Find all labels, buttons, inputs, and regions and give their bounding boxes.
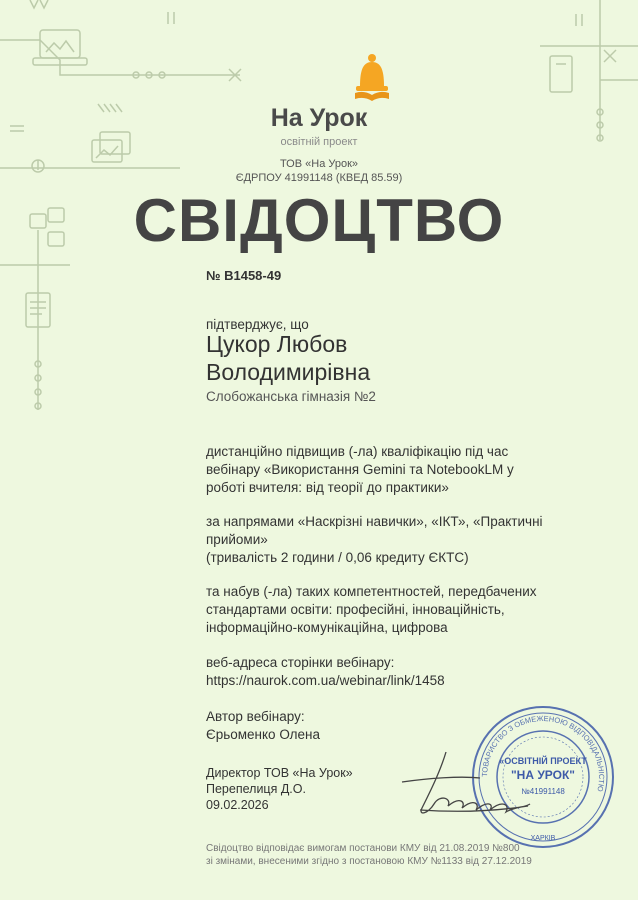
recipient-school: Слобожанська гімназія №2 [206, 389, 376, 404]
text-line: (тривалість 2 години / 0,06 кредиту ЄКТС) [206, 550, 469, 565]
confirms-label: підтверджує, що [206, 317, 309, 332]
text-line: роботі вчителя: від теорії до практики» [206, 480, 449, 495]
text-line: за напрямами «Наскрізні навички», «ІКТ», «Практичні [206, 514, 543, 529]
laptop-icon [40, 30, 80, 58]
footer-line: зі змінами, внесеними згідно з постановою КМУ №1133 від 27.12.2019 [206, 856, 532, 867]
paragraph-competencies [206, 583, 537, 637]
webinar-url: https://naurok.com.ua/webinar/link/1458 [206, 673, 445, 688]
signature-icon [400, 742, 540, 822]
text-line: та набув (-ла) таких компетентностей, передбачених [206, 584, 537, 599]
recipient-name-line1: Цукор Любов [206, 331, 348, 357]
text-line: Автор вебінару: [206, 709, 305, 724]
text-line: дистанційно підвищив (-ла) кваліфікацію під час [206, 444, 509, 459]
bell-logo-icon [352, 52, 392, 104]
stamp-ring-text: ТОВАРИСТВО З ОБМЕЖЕНОЮ ВІДПОВІДАЛЬНІСТЮ [479, 713, 607, 793]
text-line: вебінару «Використання Gemini та NotebookLM у [206, 462, 514, 477]
brand-subtitle: освітній проект [280, 136, 358, 148]
recipient-name [206, 330, 370, 386]
author-name: Єрьоменко Олена [206, 727, 321, 742]
footer-line: Свідоцтво відповідає вимогам постанови КМУ від 21.08.2019 №800 [206, 843, 520, 854]
issue-date: 09.02.2026 [206, 798, 269, 812]
paragraph-directions [206, 513, 543, 567]
paragraph-author [206, 708, 320, 744]
text-line: веб-адреса сторінки вебінару: [206, 655, 395, 670]
paragraph-webinar-link [206, 654, 445, 690]
ai-file-icon [550, 56, 572, 92]
text-line: Директор ТОВ «На Урок» [206, 766, 353, 780]
stamp-center-line1: «ОСВІТНІЙ ПРОЕКТ [499, 756, 587, 766]
director-name: Перепелиця Д.О. [206, 782, 306, 796]
certificate-number: № B1458-49 [206, 268, 282, 283]
organization-code: ЄДРПОУ 41991148 (КВЕД 85.59) [235, 172, 403, 184]
stamp-code: №41991148 [521, 787, 565, 796]
stamp-center-line2: "НА УРОК" [510, 768, 576, 782]
paragraph-director [206, 765, 353, 813]
certificate-title: СВІДОЦТВО [133, 187, 505, 254]
legal-footer [206, 842, 606, 868]
recipient-name-line2: Володимирівна [206, 359, 371, 385]
brand-name: На Урок [270, 104, 368, 132]
paragraph-qualification [206, 443, 514, 497]
stamp-city: ХАРКІВ [530, 835, 556, 842]
text-line: стандартами освіти: професійні, інноваційність, [206, 602, 505, 617]
text-line: прийоми» [206, 532, 268, 547]
organization-name: ТОВ «На Урок» [279, 158, 359, 170]
text-line: інформаційно-комунікаційна, цифрова [206, 620, 448, 635]
